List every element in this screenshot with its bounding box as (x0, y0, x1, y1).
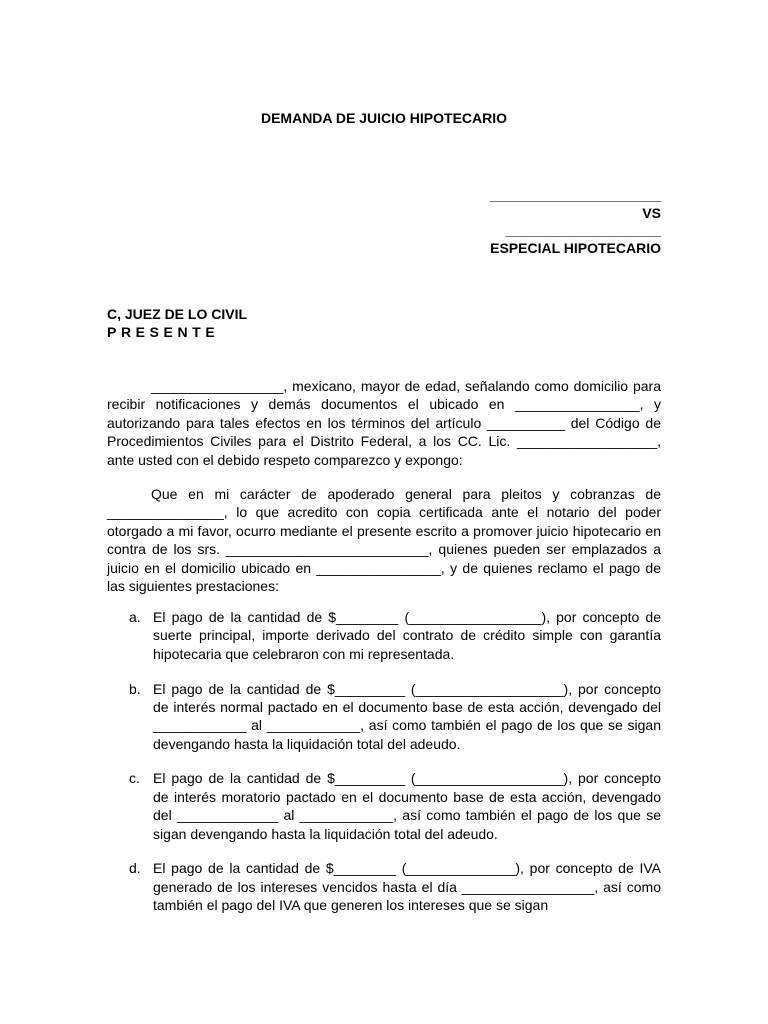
claim-text: El pago de la cantidad de $_________ (___________________), por concepto de interés moratorio pactado en el documento base de esta acción, devengado del _____________ al ____________, así como también el pago de los que se sigan devengando hasta la liquidación total del adeudo. (153, 770, 661, 842)
claim-text: El pago de la cantidad de $________ (_________________), por concepto de suerte principal, importe derivado del contrato de crédito simple con garantía hipotecaria que celebraron con mi representada. (153, 609, 661, 662)
versus-label: VS (642, 204, 661, 221)
intro-paragraph: _________________, mexicano, mayor de edad, señalando como domicilio para recibir notificaciones y demás documentos el ubicado en ________________, y autorizando para tales efectos en los términos del artículo __________ del Código de Procedimientos Civiles para el Distrito Federal, a los CC. Lic. __________________, ante usted con el debido respeto comparezco y expongo: (107, 378, 661, 468)
plaintiff-blank-line: ______________________ (489, 187, 661, 203)
statement-paragraph: Que en mi carácter de apoderado general para pleitos y cobranzas de _______________, lo que acredito con copia certificada ante el notario del poder otorgado a mi favor, ocurro mediante el presente escrito a promover juicio hipotecario en contra de los srs. __________________________, quienes pueden ser emplazados a juicio en el domicilio ubicado en ________________, y de quienes reclamo el pago de las siguientes prestaciones: (107, 486, 661, 595)
claim-item (107, 769, 661, 843)
addressee-block (107, 305, 247, 341)
claims-list (107, 608, 661, 931)
claim-marker: a. (129, 609, 141, 625)
claim-marker: d. (129, 860, 141, 877)
claim-text: El pago de la cantidad de $________ (______________), por concepto de IVA generado de los intereses vencidos hasta el día _________________, así como también el pago del IVA que generen los intereses que se sigan (153, 860, 661, 914)
proceeding-type: ESPECIAL HIPOTECARIO (490, 239, 661, 256)
case-caption (490, 186, 661, 256)
document-title: DEMANDA DE JUICIO HIPOTECARIO (260, 110, 508, 126)
claim-item (107, 608, 661, 663)
claim-marker: b. (129, 680, 141, 697)
claim-item (107, 859, 661, 914)
claim-item (107, 680, 661, 754)
claim-text: El pago de la cantidad de $_________ (___________________), por concepto de interés normal pactado en el documento base de esta acción, devengado del ____________ al ____________, así como también el pago de los que se sigan devengando hasta la liquidación total del adeudo. (153, 680, 661, 752)
claim-marker: c. (129, 770, 140, 787)
defendant-blank-line: ____________________ (505, 222, 661, 239)
addressee-presente: PRESENTE (107, 324, 220, 340)
addressee-judge: C, JUEZ DE LO CIVIL (107, 306, 248, 322)
